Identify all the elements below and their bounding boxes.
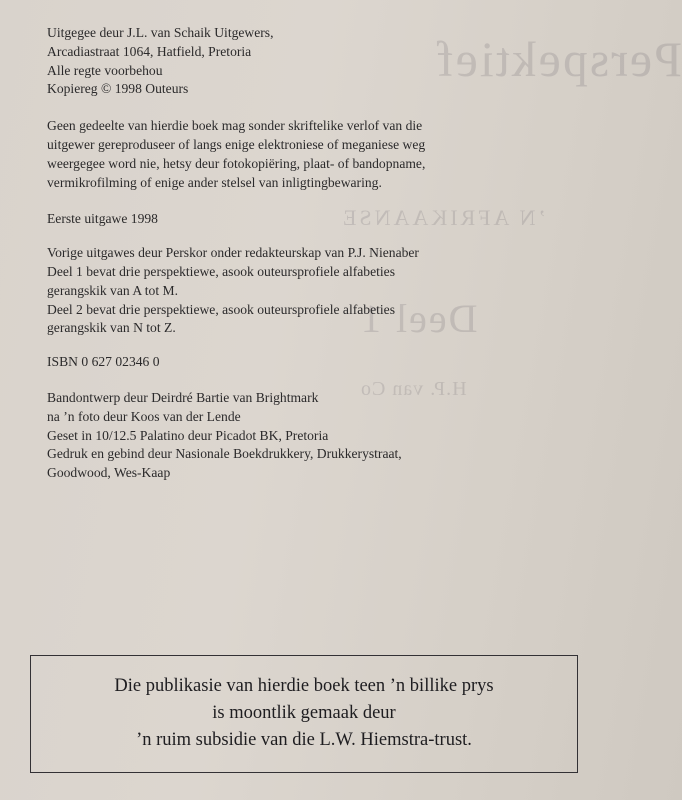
edition-block xyxy=(47,210,557,229)
show-through-subtitle: ’N AFRIKAANSE xyxy=(340,205,546,230)
previous-editions-line: Deel 1 bevat drie perspektiewe, asook outeursprofiele alfabeties xyxy=(47,263,396,279)
copyright-notice-line: weergegee word nie, hetsy deur fotokopiëring, plaat- of bandopname, xyxy=(47,155,426,171)
credits-block xyxy=(47,389,557,483)
copyright-notice xyxy=(47,117,557,192)
previous-editions-line: Deel 2 bevat drie perspektiewe, asook outeursprofiele alfabeties xyxy=(47,301,396,317)
previous-editions-line: Vorige uitgawes deur Perskor onder redakteurskap van P.J. Nienaber xyxy=(47,245,419,261)
subsidy-line: Die publikasie van hierdie boek teen ’n billike prys xyxy=(114,676,494,696)
isbn-block xyxy=(47,353,557,372)
rights-line: Alle regte voorbehou xyxy=(47,62,163,78)
edition-line: Eerste uitgawe 1998 xyxy=(47,211,158,227)
credits-line: na ’n foto deur Koos van der Lende xyxy=(47,408,241,424)
publisher-line: Uitgegee deur J.L. van Schaik Uitgewers, xyxy=(47,25,274,40)
copyright-notice-line: uitgewer gereproduseer of langs enige elektroniese of meganiese weg xyxy=(47,136,426,152)
subsidy-line: is moontlik gemaak deur xyxy=(212,703,396,723)
copyright-line: Kopiereg © 1998 Outeurs xyxy=(47,81,189,97)
copyright-notice-line: Geen gedeelte van hierdie boek mag sonder skriftelike verlof van die xyxy=(47,118,423,134)
show-through-title: Perspektief xyxy=(435,31,682,87)
address-line: Arcadiastraat 1064, Hatfield, Pretoria xyxy=(47,43,252,59)
publisher-block xyxy=(47,24,557,99)
credits-line: Gedruk en gebind deur Nasionale Boekdrukkery, Drukkerystraat, xyxy=(47,446,402,462)
credits-line: Goodwood, Wes-Kaap xyxy=(47,465,171,481)
show-through-volume: Deel 1 xyxy=(360,296,478,341)
subsidy-line: ’n ruim subsidie van die L.W. Hiemstra-trust. xyxy=(136,730,472,750)
previous-editions-line: gerangskik van N tot Z. xyxy=(47,320,176,336)
credits-line: Geset in 10/12.5 Palatino deur Picadot BK, Pretoria xyxy=(47,427,329,443)
show-through-author: H.P. van Co xyxy=(360,378,467,400)
subsidy-notice-box xyxy=(30,655,578,773)
isbn-line: ISBN 0 627 02346 0 xyxy=(47,354,160,370)
imprint-page xyxy=(47,24,557,483)
copyright-notice-line: vermikrofilming of enige ander stelsel van inligtingbewaring. xyxy=(47,174,382,190)
previous-editions xyxy=(47,244,557,338)
previous-editions-line: gerangskik van A tot M. xyxy=(47,282,179,298)
credits-line: Bandontwerp deur Deirdré Bartie van Brightmark xyxy=(47,389,319,405)
